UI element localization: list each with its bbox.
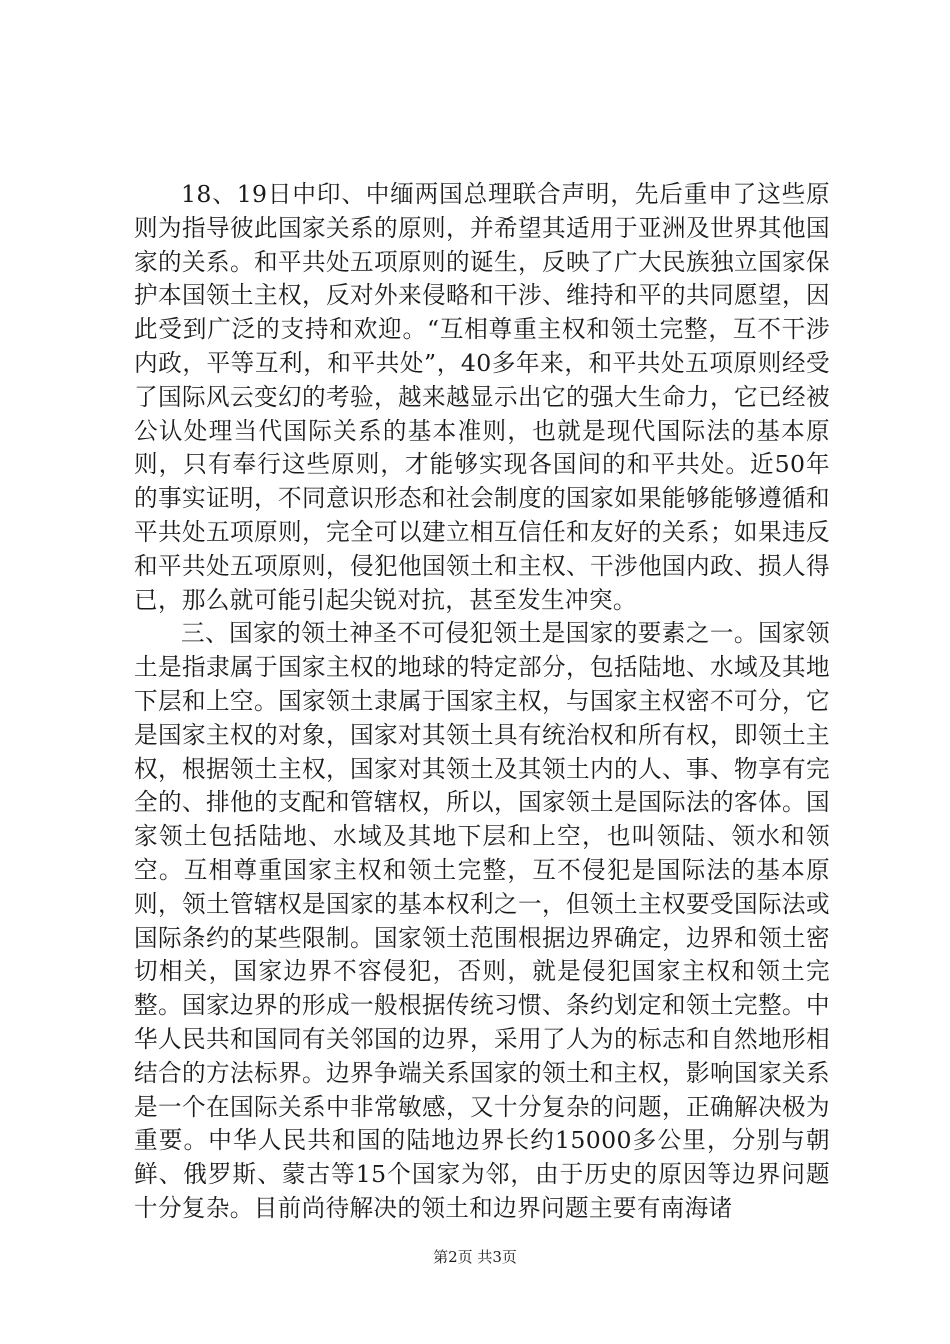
page-number-footer: 第2页 共3页 [433,1248,517,1266]
document-body [134,178,830,1226]
paragraph-principles: 18、19日中印、中缅两国总理联合声明，先后重申了这些原则为指导彼此国家关系的原则，并希望其适用于亚洲及世界其他国家的关系。和平共处五项原则的诞生，反映了广大民族独立国家保护本国领土主权，反对外来侵略和干涉、维持和平的共同愿望，因此受到广泛的支持和欢迎。“互相尊重主权和领土完整，互不干涉内政，平等互利，和平共处”，40多年来，和平共处五项原则经受了国际风云变幻的考验，越来越显示出它的强大生命力，它已经被公认处理当代国际关系的基本准则，也就是现代国际法的基本原则，只有奉行这些原则，才能够实现各国间的和平共处。近50年的事实证明，不同意识形态和社会制度的国家如果能够能够遵循和平共处五项原则，完全可以建立相互信任和友好的关系；如果违反和平共处五项原则，侵犯他国领土和主权、干涉他国内政、损人得已，那么就可能引起尖锐对抗，甚至发生冲突。 [134,180,830,614]
paragraph-territory: 三、国家的领土神圣不可侵犯领土是国家的要素之一。国家领土是指隶属于国家主权的地球的特定部分，包括陆地、水域及其地下层和上空。国家领土隶属于国家主权，与国家主权密不可分，它是国家主权的对象，国家对其领土具有统治权和所有权，即领土主权，根据领土主权，国家对其领土及其领土内的人、事、物享有完全的、排他的支配和管辖权，所以，国家领土是国际法的客体。国家领土包括陆地、水域及其地下层和上空，也叫领陆、领水和领空。互相尊重国家主权和领土完整，互不侵犯是国际法的基本原则，领土管辖权是国家的基本权利之一，但领土主权要受国际法或国际条约的某些限制。国家领土范围根据边界确定，边界和领土密切相关，国家边界不容侵犯，否则，就是侵犯国家主权和领土完整。国家边界的形成一般根据传统习惯、条约划定和领土完整。中华人民共和国同有关邻国的边界，采用了人为的标志和自然地形相结合的方法标界。边界争端关系国家的领土和主权，影响国家关系是一个在国际关系中非常敏感，又十分复杂的问题，正确解决极为重要。中华人民共和国的陆地边界长约15000多公里，分别与朝鲜、俄罗斯、蒙古等15个国家为邻，由于历史的原因等边界问题十分复杂。目前尚待解决的领土和边界问题主要有南海诸 [134,619,830,1222]
